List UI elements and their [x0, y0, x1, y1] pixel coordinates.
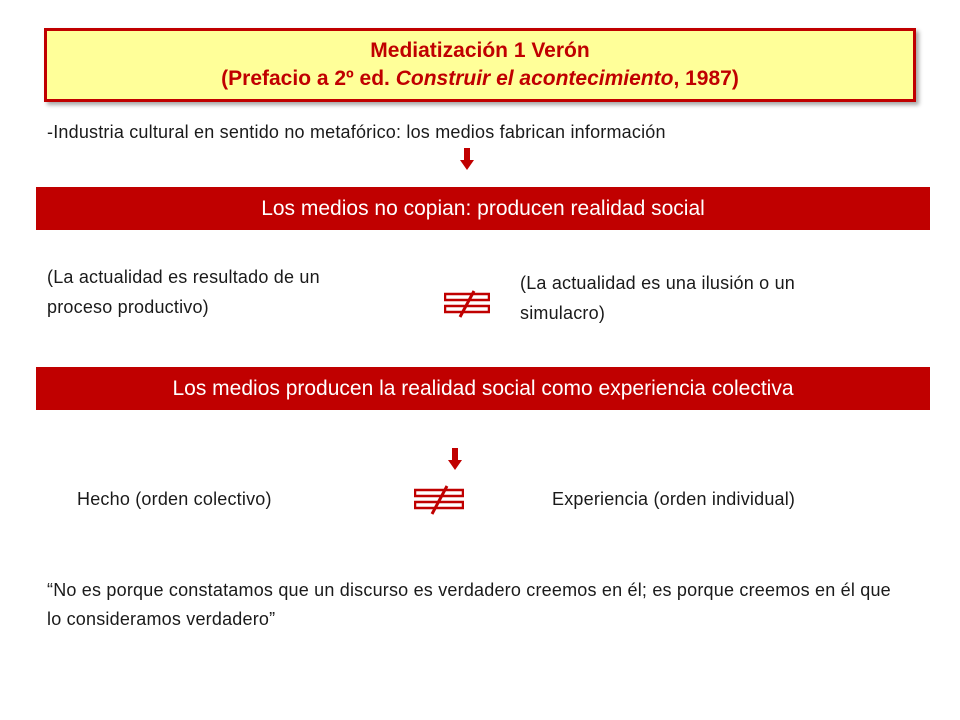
title-box [44, 28, 916, 102]
title-line-2 [221, 65, 739, 93]
right-text-experiencia: Experiencia (orden individual) [552, 489, 796, 509]
arrow-down-icon [448, 448, 462, 470]
intro-text: -Industria cultural en sentido no metafórico: los medios fabrican información [47, 122, 666, 142]
left-text-hecho: Hecho (orden colectivo) [77, 489, 272, 509]
title-line-2-suffix: , 1987) [673, 67, 739, 90]
not-equal-icon [444, 289, 490, 319]
right-text-actualidad-ilusion: (La actualidad es una ilusión o un simulacro) [520, 273, 795, 323]
title-line-2-prefix: (Prefacio a 2º ed. [221, 67, 396, 90]
not-equal-icon [414, 484, 464, 516]
banner-no-copian: Los medios no copian: producen realidad social [36, 187, 930, 230]
banner-experiencia-colectiva: Los medios producen la realidad social como experiencia colectiva [36, 367, 930, 410]
arrow-down-icon [460, 148, 474, 170]
title-book-name: Construir el acontecimiento [395, 67, 674, 90]
title-line-1: Mediatización 1 Verón [370, 39, 590, 62]
left-text-actualidad-resultado: (La actualidad es resultado de un proceso productivo) [47, 267, 320, 317]
quote-text: “No es porque constatamos que un discurso es verdadero creemos en él; es porque creemos en él que lo consideramos verdadero” [47, 580, 891, 629]
